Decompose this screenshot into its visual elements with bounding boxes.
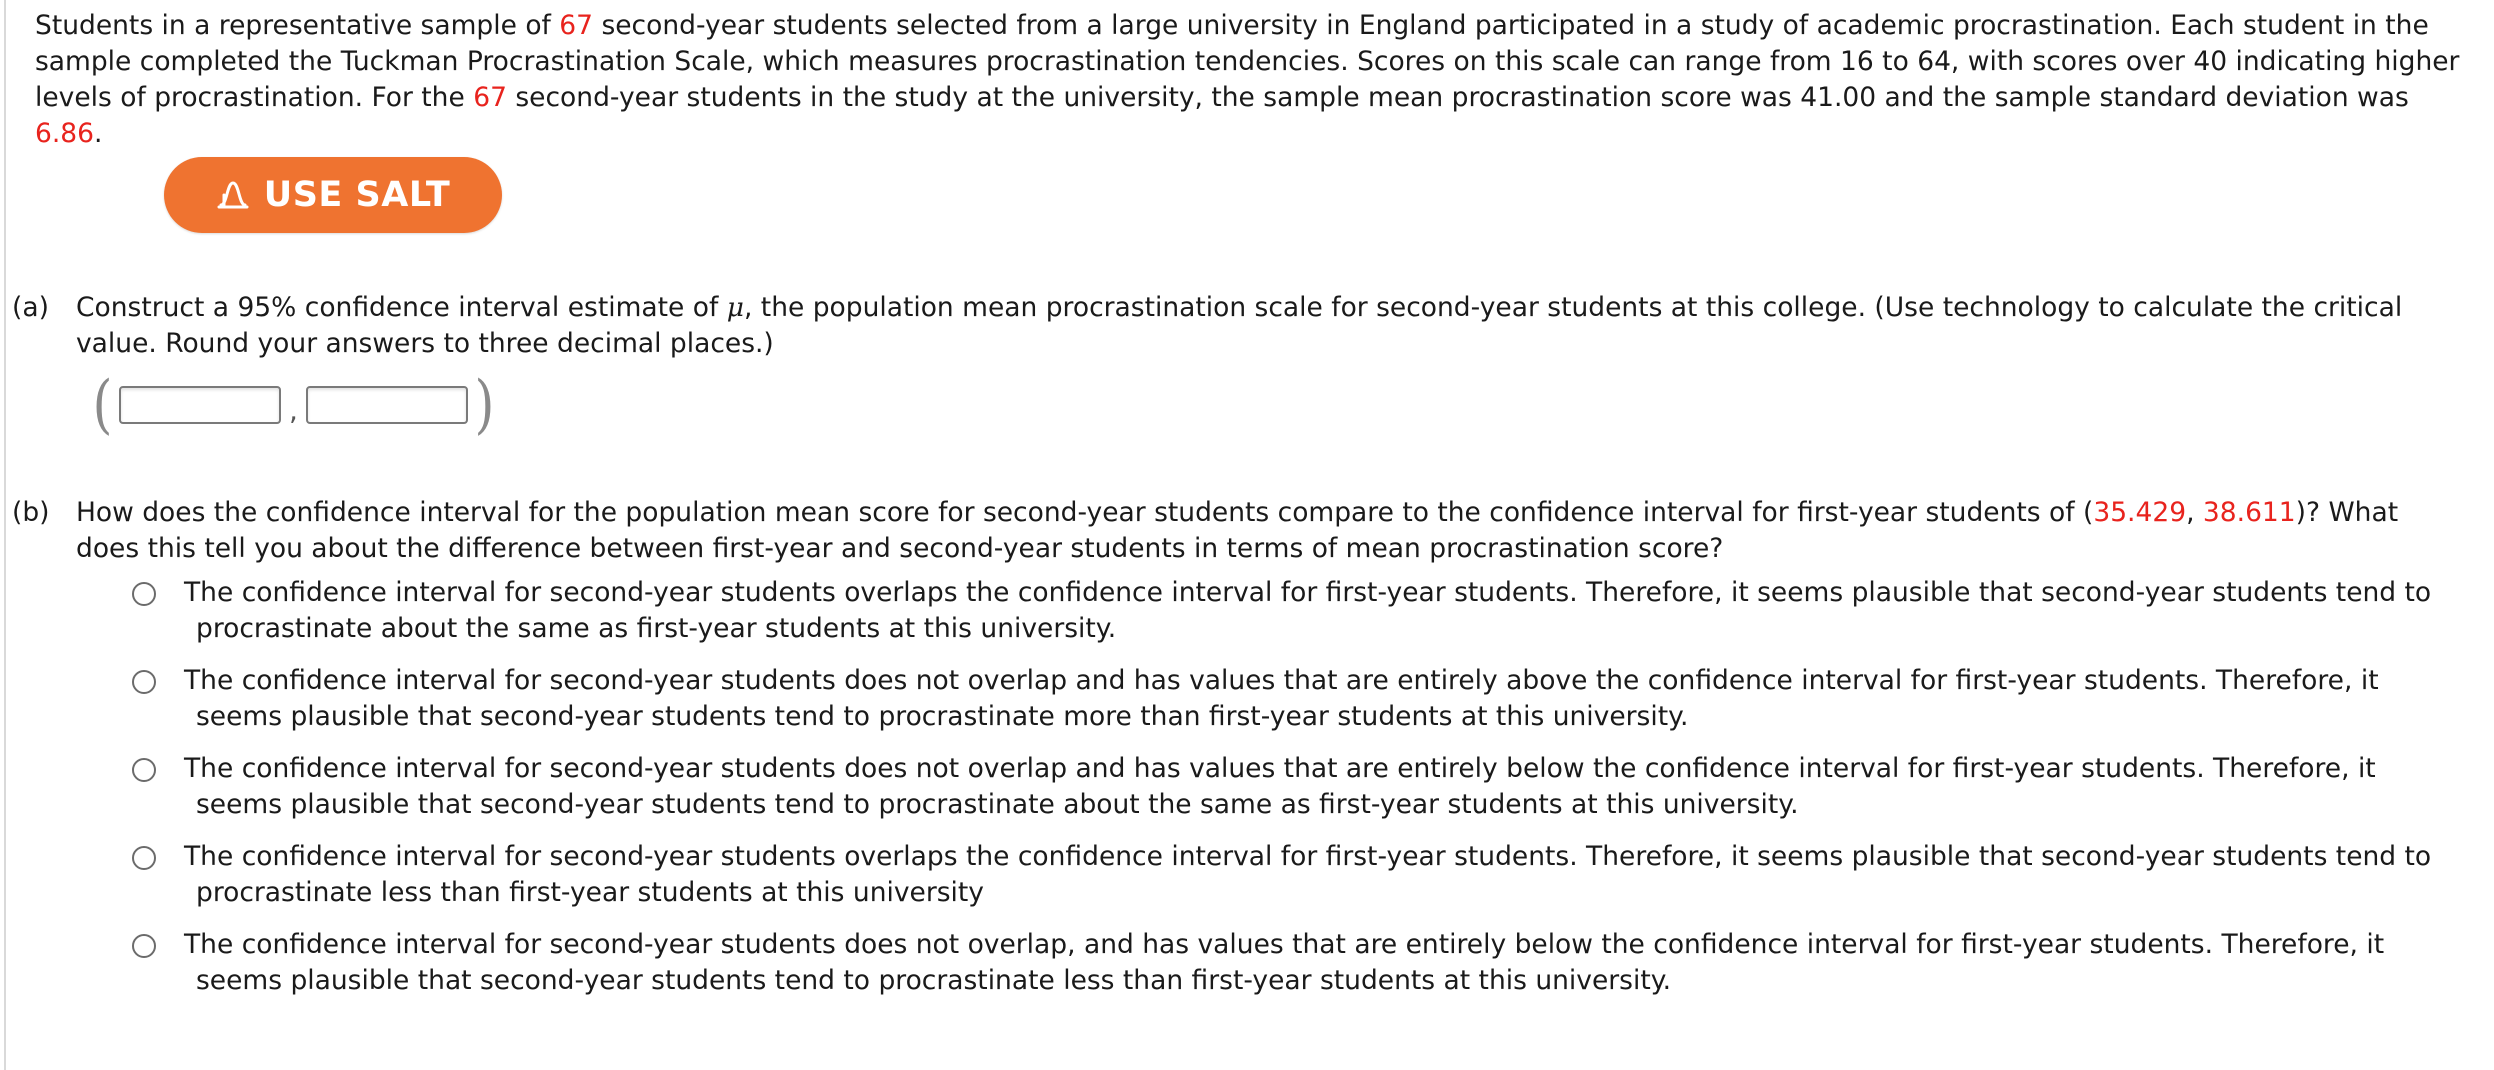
part-b-text-pre: How does the confidence interval for the population mean score for second-year students compare to the confidence interval for first-year students of (: [76, 497, 2094, 528]
radio-option-4[interactable]: [132, 846, 156, 870]
ci-separator: ,: [2186, 497, 2203, 528]
option-4-text: The confidence interval for second-year students overlaps the confidence interval for first-year students. Therefore, it seems plausible that second-year students tend to procrastinate less than first-year students at this university: [184, 841, 2432, 908]
left-border: [4, 0, 6, 1070]
first-year-ci-low: 35.429: [2093, 497, 2187, 528]
use-salt-button[interactable]: [164, 157, 502, 233]
interval-comma: ,: [288, 394, 298, 427]
part-a: [12, 290, 2452, 442]
open-paren: (: [92, 368, 113, 442]
upper-bound-input[interactable]: [306, 386, 468, 424]
option-2-text: The confidence interval for second-year students does not overlap and has values that are entirely above the confidence interval for first-year students. Therefore, it seems plausible that second-year students tend to procrastinate more than first-year students at this university.: [184, 665, 2379, 732]
answer-option-4[interactable]: [146, 839, 2452, 911]
first-year-ci-high: 38.611: [2202, 497, 2296, 528]
part-b-prompt: [76, 495, 2452, 567]
answer-options: [146, 575, 2452, 999]
intro-text-1: Students in a representative sample of: [35, 10, 560, 41]
close-paren: ): [474, 368, 495, 442]
intro-text-4: .: [94, 118, 103, 149]
use-salt-label: USE SALT: [263, 175, 451, 215]
radio-option-2[interactable]: [132, 670, 156, 694]
part-b-text-post: )? What does this tell you about the difference between first-year and second-year students in terms of mean procrastination score?: [76, 497, 2399, 564]
sample-sd: 6.86: [35, 118, 95, 149]
radio-option-5[interactable]: [132, 934, 156, 958]
lower-bound-input[interactable]: [119, 386, 281, 424]
part-a-prompt: [76, 290, 2452, 362]
part-a-label: (a): [12, 292, 49, 323]
problem-statement: [35, 0, 2465, 152]
intro-text-3: second-year students in the study at the university, the sample mean procrastination score was 41.00 and the sample standard deviation was: [506, 82, 2409, 113]
part-b-label: (b): [12, 497, 50, 528]
radio-option-1[interactable]: [132, 582, 156, 606]
mu-symbol: μ: [726, 292, 744, 323]
option-5-text: The confidence interval for second-year students does not overlap, and has values that are entirely below the confidence interval for first-year students. Therefore, it seems plausible that second-year students tend to procrastinate less than first-year students at this university.: [184, 929, 2385, 996]
sample-size-1: 67: [559, 10, 594, 41]
confidence-interval-input-group: [90, 368, 497, 442]
answer-option-3[interactable]: [146, 751, 2452, 823]
sample-size-2: 67: [473, 82, 507, 113]
answer-option-5[interactable]: [146, 927, 2452, 999]
answer-option-2[interactable]: [146, 663, 2452, 735]
intro-text-2: second-year students selected from a large university in England participated in a study of academic procrastination. Each student in the sample completed the Tuckman Procrastination Scale, which measures procrastination tendencies. Scores on this scale can range from 16 to 64, with scores over 40 indicating higher levels of procrastination. For the: [35, 10, 2460, 113]
salt-bell-curve-icon: [216, 178, 250, 212]
answer-option-1[interactable]: [146, 575, 2452, 647]
part-a-text-pre: Construct a 95% confidence interval estimate of: [76, 292, 727, 323]
radio-option-3[interactable]: [132, 758, 156, 782]
part-b: [12, 495, 2452, 1015]
question-content: [35, 0, 2465, 152]
option-3-text: The confidence interval for second-year students does not overlap and has values that are entirely below the confidence interval for first-year students. Therefore, it seems plausible that second-year students tend to procrastinate about the same as first-year students at this university.: [184, 753, 2376, 820]
option-1-text: The confidence interval for second-year students overlaps the confidence interval for first-year students. Therefore, it seems plausible that second-year students tend to procrastinate about the same as first-year students at this university.: [184, 577, 2432, 644]
part-a-text-post: , the population mean procrastination scale for second-year students at this college. (Use technology to calculate the critical value. Round your answers to three decimal places.): [76, 292, 2403, 359]
